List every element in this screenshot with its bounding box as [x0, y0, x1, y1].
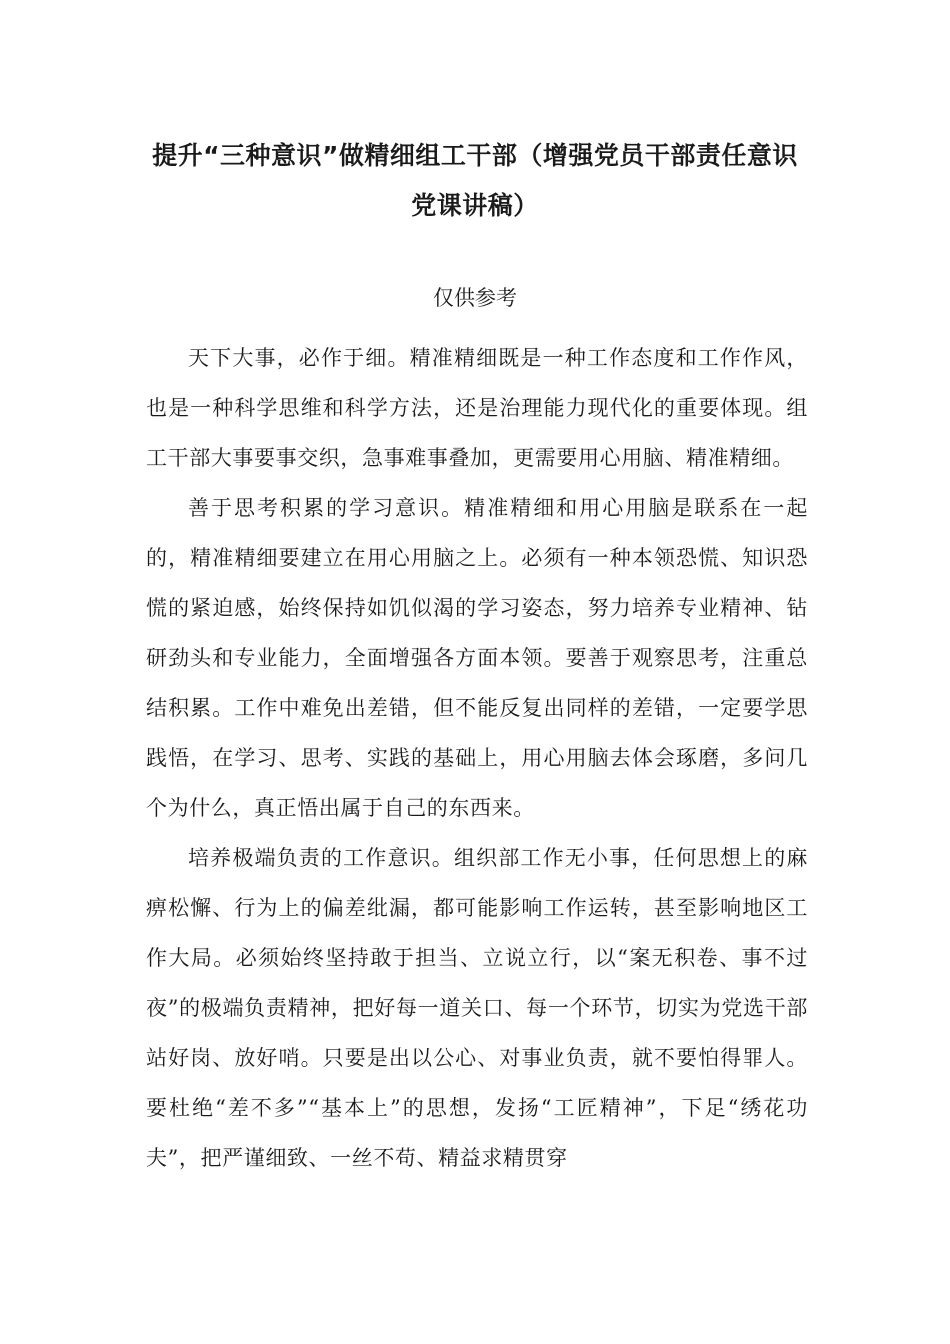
paragraph-intro: 天下大事，必作于细。精准精细既是一种工作态度和工作作风，也是一种科学思维和科学方法，还是治理能力现代化的重要体现。组工干部大事要事交织，急事难事叠加，更需要用心用脑、精准精细。 [146, 346, 808, 470]
paragraph-learning-awareness: 善于思考积累的学习意识。精准精细和用心用脑是联系在一起的，精准精细要建立在用心用脑之上。必须有一种本领恐慌、知识恐慌的紧迫感，始终保持如饥似渴的学习姿态，努力培养专业精神、钻研劲头和专业能力，全面增强各方面本领。要善于观察思考，注重总结积累。工作中难免出差错，但不能反复出同样的差错，一定要学思践悟，在学习、思考、实践的基础上，用心用脑去体会琢磨，多问几个为什么，真正悟出属于自己的东西来。 [146, 496, 808, 820]
document-title: 提升“三种意识”做精细组工干部（增强党员干部责任意识党课讲稿） [152, 141, 798, 220]
reference-note: 仅供参考 [433, 286, 517, 310]
document-body [146, 333, 808, 1183]
paragraph-work-awareness: 培养极端负责的工作意识。组织部工作无小事，任何思想上的麻痹松懈、行为上的偏差纰漏，都可能影响工作运转，甚至影响地区工作大局。必须始终坚持敢于担当、立说立行，以“案无积卷、事不过夜”的极端负责精神，把好每一道关口、每一个环节，切实为党选干部站好岗、放好哨。只要是出以公心、对事业负责，就不要怕得罪人。要杜绝“差不多”“基本上”的思想，发扬“工匠精神”，下足“绣花功夫”，把严谨细致、一丝不苟、精益求精贯穿 [146, 846, 808, 1170]
